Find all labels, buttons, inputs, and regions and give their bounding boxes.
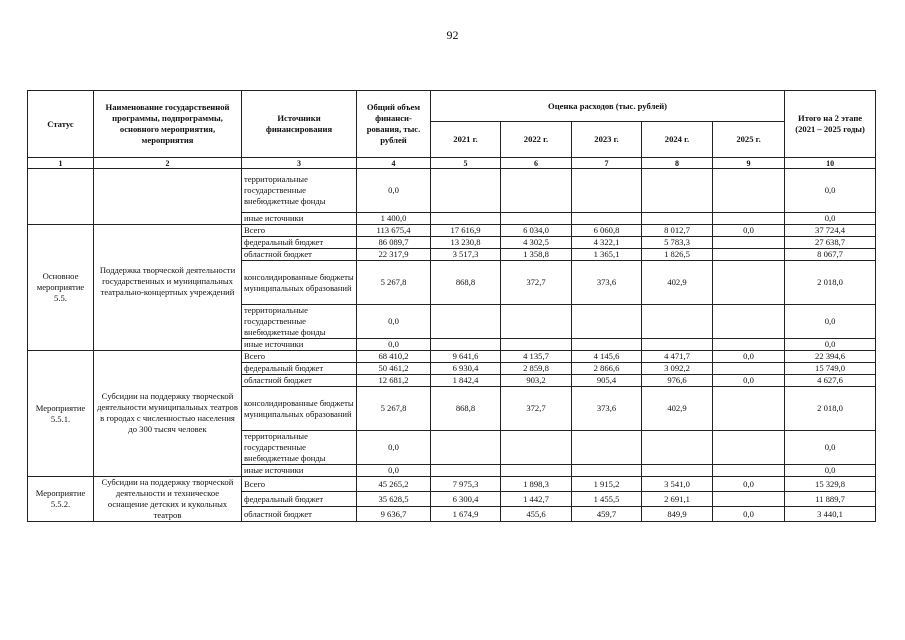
year-amount-cell: 976,6 (642, 375, 713, 387)
header-year: 2023 г. (572, 122, 642, 158)
year-amount-cell (713, 261, 785, 305)
year-amount-cell (642, 465, 713, 477)
year-amount-cell (572, 465, 642, 477)
year-amount-cell: 3 541,0 (642, 477, 713, 492)
total-amount-cell: 12 681,2 (357, 375, 431, 387)
year-amount-cell: 868,8 (431, 261, 501, 305)
stage-total-cell: 0,0 (785, 213, 876, 225)
year-amount-cell (713, 237, 785, 249)
funding-source-cell: иные источники (242, 339, 357, 351)
total-amount-cell: 0,0 (357, 339, 431, 351)
year-amount-cell: 4 322,1 (572, 237, 642, 249)
column-number: 3 (242, 158, 357, 169)
year-amount-cell (501, 465, 572, 477)
column-number: 2 (94, 158, 242, 169)
year-amount-cell (572, 213, 642, 225)
table-row (28, 351, 876, 363)
year-amount-cell: 0,0 (713, 351, 785, 363)
activity-name-cell: Субсидии на поддержку творческой деятельности и техническое оснащение детских и кукольных театров (94, 477, 242, 522)
funding-source-cell: иные источники (242, 213, 357, 225)
year-amount-cell: 1 358,8 (501, 249, 572, 261)
funding-source-cell: территориальные государственные внебюджетные фонды (242, 169, 357, 213)
column-number: 7 (572, 158, 642, 169)
year-amount-cell (713, 213, 785, 225)
year-amount-cell: 5 783,3 (642, 237, 713, 249)
stage-total-cell: 37 724,4 (785, 225, 876, 237)
column-number: 8 (642, 158, 713, 169)
year-amount-cell (713, 305, 785, 339)
total-amount-cell: 0,0 (357, 305, 431, 339)
activity-name-cell (94, 169, 242, 225)
activity-name-cell: Поддержка творческой деятельности государственных и муниципальных театрально-концертных учреждений (94, 225, 242, 351)
total-amount-cell: 113 675,4 (357, 225, 431, 237)
year-amount-cell: 0,0 (713, 477, 785, 492)
total-amount-cell: 35 628,5 (357, 492, 431, 507)
year-amount-cell: 13 230,8 (431, 237, 501, 249)
year-amount-cell (713, 169, 785, 213)
funding-source-cell: федеральный бюджет (242, 237, 357, 249)
total-amount-cell: 86 089,7 (357, 237, 431, 249)
header-year: 2024 г. (642, 122, 713, 158)
year-amount-cell (713, 363, 785, 375)
year-amount-cell: 1 674,9 (431, 507, 501, 522)
stage-total-cell: 15 749,0 (785, 363, 876, 375)
year-amount-cell (642, 431, 713, 465)
year-amount-cell (501, 305, 572, 339)
year-amount-cell: 0,0 (713, 225, 785, 237)
stage-total-cell: 4 627,6 (785, 375, 876, 387)
header-year: 2022 г. (501, 122, 572, 158)
column-number: 9 (713, 158, 785, 169)
funding-source-cell: территориальные государственные внебюджетные фонды (242, 305, 357, 339)
year-amount-cell: 4 302,5 (501, 237, 572, 249)
year-amount-cell: 17 616,9 (431, 225, 501, 237)
stage-total-cell: 3 440,1 (785, 507, 876, 522)
year-amount-cell (713, 465, 785, 477)
funding-source-cell: Всего (242, 225, 357, 237)
year-amount-cell (642, 213, 713, 225)
year-amount-cell: 373,6 (572, 387, 642, 431)
column-number: 10 (785, 158, 876, 169)
year-amount-cell: 455,6 (501, 507, 572, 522)
year-amount-cell (572, 339, 642, 351)
year-amount-cell: 459,7 (572, 507, 642, 522)
stage-total-cell: 11 889,7 (785, 492, 876, 507)
year-amount-cell (713, 249, 785, 261)
stage-total-cell: 0,0 (785, 465, 876, 477)
header-sources: Источники финансирования (242, 91, 357, 158)
table-row (28, 477, 876, 492)
total-amount-cell: 0,0 (357, 465, 431, 477)
total-amount-cell: 5 267,8 (357, 387, 431, 431)
total-amount-cell: 50 461,2 (357, 363, 431, 375)
year-amount-cell (431, 213, 501, 225)
header-total: Общий объем финанси-рования, тыс. рублей (357, 91, 431, 158)
table-header (28, 91, 876, 169)
year-amount-cell: 4 145,6 (572, 351, 642, 363)
stage-total-cell: 0,0 (785, 431, 876, 465)
budget-table (27, 90, 876, 522)
year-amount-cell: 849,9 (642, 507, 713, 522)
year-amount-cell: 1 442,7 (501, 492, 572, 507)
year-amount-cell: 2 691,1 (642, 492, 713, 507)
year-amount-cell (501, 339, 572, 351)
funding-source-cell: областной бюджет (242, 507, 357, 522)
funding-source-cell: Всего (242, 477, 357, 492)
year-amount-cell: 3 517,3 (431, 249, 501, 261)
funding-source-cell: областной бюджет (242, 375, 357, 387)
year-amount-cell: 868,8 (431, 387, 501, 431)
year-amount-cell (572, 431, 642, 465)
year-amount-cell: 2 859,8 (501, 363, 572, 375)
year-amount-cell: 1 898,3 (501, 477, 572, 492)
year-amount-cell: 373,6 (572, 261, 642, 305)
year-amount-cell: 905,4 (572, 375, 642, 387)
year-amount-cell: 6 060,8 (572, 225, 642, 237)
year-amount-cell (431, 339, 501, 351)
header-status: Статус (28, 91, 94, 158)
year-amount-cell (431, 305, 501, 339)
total-amount-cell: 68 410,2 (357, 351, 431, 363)
funding-source-cell: областной бюджет (242, 249, 357, 261)
table-row (28, 169, 876, 213)
total-amount-cell: 9 636,7 (357, 507, 431, 522)
header-name: Наименование государственной программы, подпрограммы, основного мероприятия, мероприятия (94, 91, 242, 158)
total-amount-cell: 45 265,2 (357, 477, 431, 492)
year-amount-cell: 1 365,1 (572, 249, 642, 261)
stage-total-cell: 27 638,7 (785, 237, 876, 249)
year-amount-cell: 1 455,5 (572, 492, 642, 507)
column-number: 1 (28, 158, 94, 169)
total-amount-cell: 1 400,0 (357, 213, 431, 225)
year-amount-cell (501, 169, 572, 213)
stage-total-cell: 2 018,0 (785, 387, 876, 431)
year-amount-cell (713, 431, 785, 465)
page-number: 92 (446, 28, 459, 42)
year-amount-cell: 6 300,4 (431, 492, 501, 507)
year-amount-cell (572, 305, 642, 339)
year-amount-cell: 7 975,3 (431, 477, 501, 492)
year-amount-cell: 2 866,6 (572, 363, 642, 375)
total-amount-cell: 22 317,9 (357, 249, 431, 261)
year-amount-cell (572, 169, 642, 213)
year-amount-cell (713, 492, 785, 507)
year-amount-cell (713, 387, 785, 431)
total-amount-cell: 5 267,8 (357, 261, 431, 305)
column-number: 4 (357, 158, 431, 169)
status-cell (28, 169, 94, 225)
header-year: 2025 г. (713, 122, 785, 158)
stage-total-cell: 0,0 (785, 305, 876, 339)
year-amount-cell: 1 826,5 (642, 249, 713, 261)
total-amount-cell: 0,0 (357, 431, 431, 465)
column-number: 5 (431, 158, 501, 169)
table-row (28, 225, 876, 237)
year-amount-cell (642, 169, 713, 213)
status-cell: Мероприятие 5.5.2. (28, 477, 94, 522)
year-amount-cell: 402,9 (642, 387, 713, 431)
year-amount-cell: 4 471,7 (642, 351, 713, 363)
year-amount-cell (501, 213, 572, 225)
year-amount-cell: 4 135,7 (501, 351, 572, 363)
year-amount-cell: 0,0 (713, 375, 785, 387)
year-amount-cell (642, 339, 713, 351)
year-amount-cell (713, 339, 785, 351)
year-amount-cell: 9 641,6 (431, 351, 501, 363)
funding-source-cell: консолидированные бюджеты муниципальных образований (242, 387, 357, 431)
year-amount-cell: 0,0 (713, 507, 785, 522)
year-amount-cell (642, 305, 713, 339)
header-estimate: Оценка расходов (тыс. рублей) (431, 91, 785, 122)
total-amount-cell: 0,0 (357, 169, 431, 213)
header-stage-total: Итого на 2 этапе (2021 – 2025 годы) (785, 91, 876, 158)
year-amount-cell (501, 431, 572, 465)
column-numbers-row (28, 158, 876, 169)
stage-total-cell: 15 329,8 (785, 477, 876, 492)
column-number: 6 (501, 158, 572, 169)
status-cell: Мероприятие 5.5.1. (28, 351, 94, 477)
year-amount-cell (431, 169, 501, 213)
funding-source-cell: федеральный бюджет (242, 492, 357, 507)
status-cell: Основное мероприятие 5.5. (28, 225, 94, 351)
year-amount-cell: 372,7 (501, 387, 572, 431)
year-amount-cell: 6 034,0 (501, 225, 572, 237)
year-amount-cell: 3 092,2 (642, 363, 713, 375)
year-amount-cell: 372,7 (501, 261, 572, 305)
year-amount-cell: 1 915,2 (572, 477, 642, 492)
table-body (28, 169, 876, 522)
funding-source-cell: иные источники (242, 465, 357, 477)
funding-source-cell: территориальные государственные внебюджетные фонды (242, 431, 357, 465)
year-amount-cell: 1 842,4 (431, 375, 501, 387)
stage-total-cell: 0,0 (785, 169, 876, 213)
funding-source-cell: Всего (242, 351, 357, 363)
stage-total-cell: 8 067,7 (785, 249, 876, 261)
year-amount-cell (431, 431, 501, 465)
header-year: 2021 г. (431, 122, 501, 158)
year-amount-cell: 402,9 (642, 261, 713, 305)
funding-source-cell: федеральный бюджет (242, 363, 357, 375)
stage-total-cell: 0,0 (785, 339, 876, 351)
stage-total-cell: 22 394,6 (785, 351, 876, 363)
funding-source-cell: консолидированные бюджеты муниципальных образований (242, 261, 357, 305)
activity-name-cell: Субсидии на поддержку творческой деятельности муниципальных театров в городах с численностью населения до 300 тысяч человек (94, 351, 242, 477)
year-amount-cell: 6 930,4 (431, 363, 501, 375)
stage-total-cell: 2 018,0 (785, 261, 876, 305)
year-amount-cell: 903,2 (501, 375, 572, 387)
year-amount-cell (431, 465, 501, 477)
year-amount-cell: 8 012,7 (642, 225, 713, 237)
